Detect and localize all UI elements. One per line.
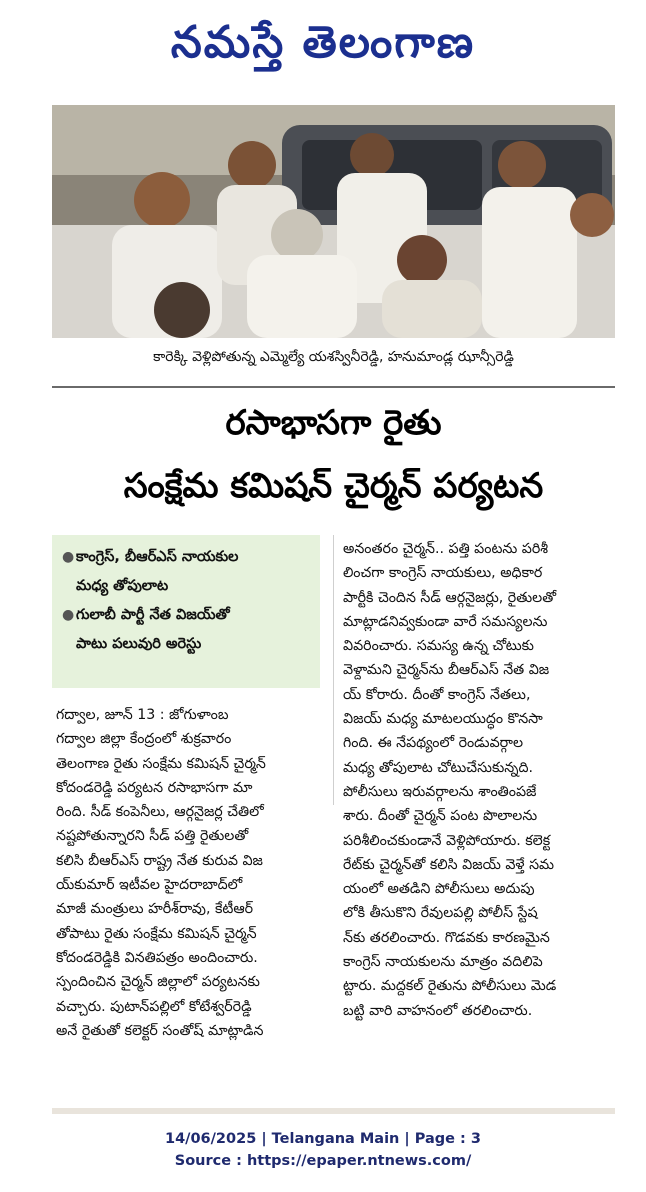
newspaper-masthead (0, 8, 646, 78)
bullet-icon: ● (62, 549, 75, 565)
article-line: య్‌కుమార్ ఇటీవల హైదరాబాద్‌లో (56, 877, 243, 894)
highlight-line: పాటు పలువురి అరెస్టు (76, 636, 202, 652)
article-line: వచ్చారు. పుటాన్‌పల్లిలో కోటేశ్వర్‌రెడ్డి (56, 998, 252, 1015)
news-photo (52, 105, 615, 338)
article-line: లించగా కాంగ్రెస్ నాయకులు, అధికార (343, 565, 543, 582)
article-line: తోపాటు రైతు సంక్షేమ కమిషన్ చైర్మన్ (56, 925, 257, 942)
article-line: మాట్లాడనివ్వకుండా వారే సమస్యలను (343, 613, 548, 630)
article-line: మధ్య తోపులాట చోటుచేసుకున్నది. (343, 759, 533, 776)
article-line: నష్టపోతున్నారని సీడ్ పత్తి రైతులతో (56, 828, 249, 845)
article-line: స్పందించిన చైర్మన్ జిల్లాలో పర్యటనకు (56, 974, 260, 991)
highlights-box (52, 535, 320, 688)
highlight-line: కాంగ్రెస్, బీఆర్ఎస్ నాయకుల (76, 549, 239, 565)
highlight-item (62, 543, 312, 601)
article-line: విజయ్ మధ్య మాటలయుద్ధం కొనసా (343, 711, 543, 728)
article-line: మాజీ మంత్రులు హరీశ్‌రావు, కేటీఆర్ (56, 901, 254, 918)
photo-caption: కారెక్కి వెళ్లిపోతున్న ఎమ్మెల్యే యశస్వినీరెడ్డి, హనుమాండ్ల ఝాన్సీరెడ్డి (153, 349, 514, 365)
article-line: గింది. ఈ నేపథ్యంలో రెండువర్గాల (343, 735, 524, 752)
article-line: రేట్‌కు చైర్మన్‌తో కలిసి విజయ్ వెళ్తే సమ (343, 856, 555, 873)
article-line: అనంతరం చైర్మన్.. పత్తి పంటను పరిశీ (343, 541, 549, 557)
article-left-column (56, 703, 321, 1043)
article-line: కాంగ్రెస్ నాయకులను మాత్రం వదిలిపె (343, 954, 543, 971)
footer-date-edition: 14/06/2025 | Telangana Main | Page : 3 (164, 1131, 481, 1147)
masthead-title: నమస్తే తెలంగాణ (170, 17, 476, 68)
article-line: అనే రైతుతో కలెక్టర్ సంతోష్ మాట్లాడిన (56, 1022, 264, 1039)
article-line: కోదండరెడ్డికి వినతిపత్రం అందించారు. (56, 949, 258, 966)
article-line: శారు. దీంతో చైర్మన్ పంట పొలాలను (343, 808, 538, 825)
article-line: పోలీసులు ఇరువర్గాలను శాంతింపజే (343, 783, 537, 800)
article-line: వివరించారు. సమస్య ఉన్న చోటుకు (343, 638, 534, 655)
column-divider (333, 535, 334, 805)
highlight-item (62, 601, 312, 659)
photo-illustration (52, 105, 615, 338)
article-line: వెళ్దామని చైర్మన్‌ను బీఆర్ఎస్ నేత విజ (343, 662, 550, 679)
article-line: బట్టి వారి వాహనంలో తరలించారు. (343, 1002, 533, 1019)
article-line: పార్టీకి చెందిన సీడ్ ఆర్గనైజర్లు, రైతులతో (343, 589, 557, 606)
highlight-line: మధ్య తోపులాట (76, 578, 169, 594)
footer-source-link[interactable]: Source : https://epaper.ntnews.com/ (174, 1153, 472, 1169)
headline-line-2: సంక్షేమ కమిషన్ చైర్మన్ పర్యటన (123, 466, 544, 506)
article-line: కలిసి బీఆర్ఎస్ రాష్ట్ర నేత కురువ విజ (56, 852, 263, 869)
section-divider (52, 386, 615, 388)
article-line: పరిశీలించకుండానే వెళ్లిపోయారు. కలెక్ట (343, 832, 551, 849)
highlight-line: గులాబీ పార్టీ నేత విజయ్‌తో (76, 607, 230, 623)
page-bottom-strip (52, 1108, 615, 1114)
article-line: లోకి తీసుకొని రేవులపల్లి పోలీస్ స్టేష (343, 905, 538, 922)
bullet-icon: ● (62, 607, 75, 623)
article-line: గద్వాల, జూన్ 13 : జోగుళాంబ (56, 707, 229, 723)
article-line: న్‌కు తరలించారు. గొడవకు కారణమైన (343, 929, 550, 946)
article-line: తెలంగాణ రైతు సంక్షేమ కమిషన్ చైర్మన్ (56, 755, 266, 772)
article-line: కోదండరెడ్డి పర్యటన రసాభాసగా మా (56, 779, 253, 796)
article-right-column (343, 537, 615, 1023)
article-line: య్ కోరారు. దీంతో కాంగ్రెస్ నేతలు, (343, 686, 531, 703)
article-line: ట్టారు. మద్దకల్ రైతును పోలీసులు మెడ (343, 978, 557, 995)
article-line: యంలో అతడిని పోలీసులు అదుపు (343, 881, 535, 898)
article-line: రింది. సీడ్ కంపెనీలు, ఆర్గనైజర్ల చేతిలో (56, 804, 264, 821)
headline-line-1: రసాభాసగా రైతు (225, 403, 442, 443)
article-line: గద్వాల జిల్లా కేంద్రంలో శుక్రవారం (56, 731, 232, 748)
